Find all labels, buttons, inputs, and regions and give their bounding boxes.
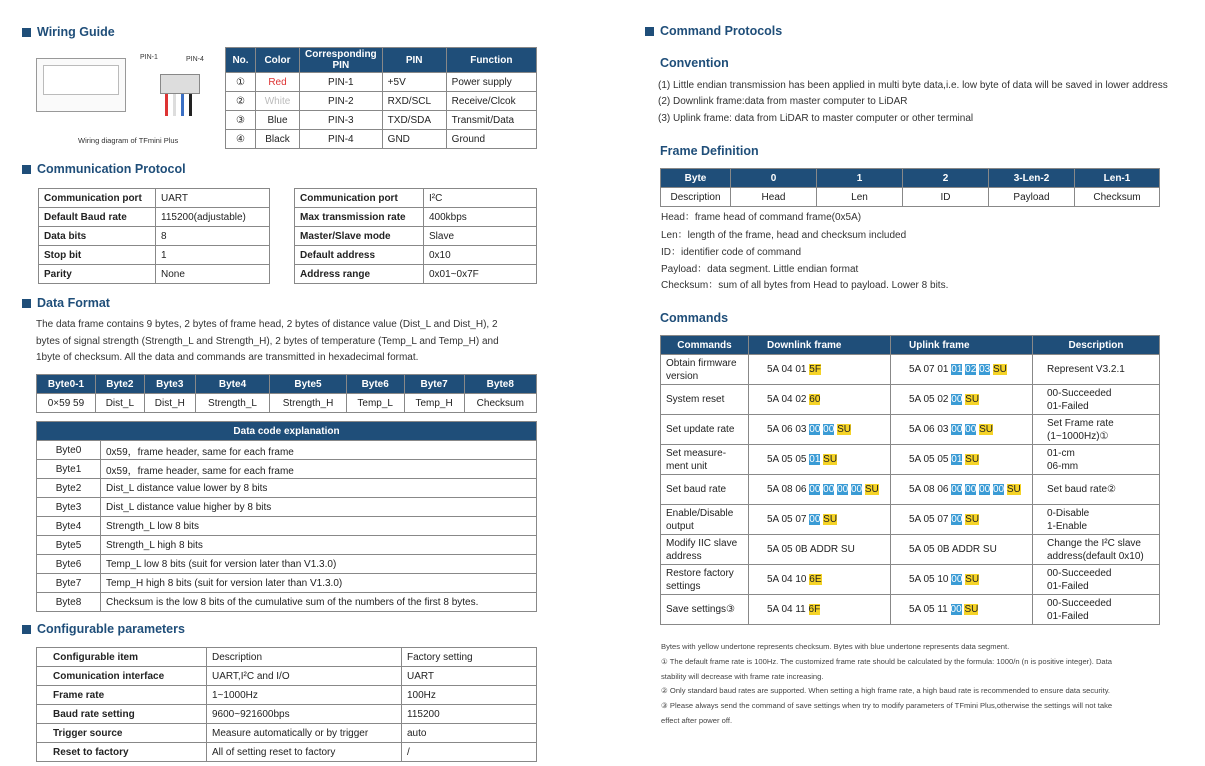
data-byte: 00 (965, 484, 977, 495)
cell: Baud rate setting (37, 705, 207, 724)
cell: +5V (382, 73, 446, 92)
frame-bytes: 5A 05 0B ADDR SU (909, 544, 997, 555)
footnote: ③ Please always send the command of save settings when try to modify parameters of TFmini Plus,otherwise the settings will not take (661, 701, 1113, 710)
cell: GND (382, 130, 446, 149)
pin1-label: PIN-1 (140, 54, 158, 61)
data-byte: 00 (809, 514, 821, 525)
section-bullet-icon (22, 165, 31, 174)
cell: Byte0 (37, 441, 101, 460)
cell (1033, 355, 1160, 385)
cell (891, 445, 1033, 475)
cell: Byte6 (37, 555, 101, 574)
cell: RXD/SCL (382, 92, 446, 111)
cell: Default Baud rate (39, 208, 156, 227)
cell (891, 595, 1033, 625)
cell (749, 355, 891, 385)
frame-bytes: 5A 04 11 (767, 604, 809, 615)
wire-red (165, 94, 168, 116)
cell (661, 475, 749, 505)
data-byte: 00 (809, 424, 821, 435)
table-header: Data code explanation (37, 422, 537, 441)
cell (891, 385, 1033, 415)
cell: Communication port (39, 189, 156, 208)
section-bullet-icon (645, 27, 654, 36)
cell (749, 595, 891, 625)
cell: Blue (256, 111, 300, 130)
cell-line: Represent V3.2.1 (1047, 364, 1125, 375)
table-row (661, 505, 1160, 535)
data-byte: 01 (951, 454, 963, 465)
data-byte: 00 (979, 484, 991, 495)
cell (1033, 475, 1160, 505)
frame-bytes: 5A 05 02 (909, 394, 952, 405)
checksum-byte: SU (823, 454, 838, 465)
table-header: Byte5 (270, 375, 347, 394)
cell: 100Hz (402, 686, 537, 705)
checksum-byte: SU (965, 394, 980, 405)
cell: 0x59，frame header, same for each frame (101, 460, 537, 479)
cell: Trigger source (37, 724, 207, 743)
data-byte: 00 (992, 484, 1005, 495)
cell: PIN-3 (300, 111, 383, 130)
cell: Power supply (446, 73, 536, 92)
cell: White (256, 92, 300, 111)
cell-line: 01-Failed (1047, 580, 1089, 592)
cell: Slave (424, 227, 537, 246)
table-header: Len-1 (1075, 169, 1160, 188)
cell (891, 355, 1033, 385)
cell: PIN-2 (300, 92, 383, 111)
cell: UART (156, 189, 270, 208)
cell: 400kbps (424, 208, 537, 227)
cell (1033, 505, 1160, 535)
table-row (661, 385, 1160, 415)
cell-line: Set update rate (666, 424, 735, 435)
cell-line: address (666, 550, 702, 562)
cell (749, 565, 891, 595)
cell-line: 0-Disable (1047, 507, 1090, 519)
cell (749, 445, 891, 475)
cell: Temp_L (346, 394, 404, 413)
frame-bytes: 5A 04 10 (767, 574, 810, 585)
cell: Communication port (295, 189, 424, 208)
data-byte: 00 (951, 574, 963, 585)
cell-line: 00-Succeeded (1047, 567, 1112, 579)
config-table (36, 647, 537, 762)
cell-line: Set measure- (666, 447, 727, 459)
cell: ② (226, 92, 256, 111)
cell-line: settings (666, 580, 701, 592)
cell: Head (731, 188, 817, 207)
frame-note: Len：length of the frame, head and checksum included (661, 230, 907, 241)
cell: UART,I²C and I/O (207, 667, 402, 686)
table-header: 0 (731, 169, 817, 188)
uart-table (38, 188, 270, 284)
checksum-byte: SU (992, 364, 1007, 375)
table-header: PIN (382, 48, 446, 73)
frame-bytes: 5A 05 0B ADDR SU (767, 544, 855, 555)
cell: Measure automatically or by trigger (207, 724, 402, 743)
cell: Frame rate (37, 686, 207, 705)
cell: Byte8 (37, 593, 101, 612)
cell: Receive/Clcok (446, 92, 536, 111)
frame-bytes: 5A 08 06 (767, 484, 810, 495)
data-byte: 00 (951, 514, 963, 525)
data-byte: 00 (950, 604, 962, 615)
cell: 1 (156, 246, 270, 265)
data-byte: 00 (951, 484, 963, 495)
section-bullet-icon (22, 299, 31, 308)
cell: Max transmission rate (295, 208, 424, 227)
i2c-table (294, 188, 537, 284)
cell: ③ (226, 111, 256, 130)
cell: Temp_L low 8 bits (suit for version later than V1.3.0) (101, 555, 537, 574)
cell: / (402, 743, 537, 762)
checksum-byte: 5F (809, 364, 821, 375)
sensor-diagram (36, 58, 126, 112)
table-header: No. (226, 48, 256, 73)
cell-line: 01-Failed (1047, 610, 1089, 622)
checksum-byte: 6F (808, 604, 821, 615)
checksum-byte: SU (979, 424, 993, 435)
cell (1033, 565, 1160, 595)
cell (749, 535, 891, 565)
footnote: ① The default frame rate is 100Hz. The customized frame rate should be calculated by the formula: 1000/n (n is positive integer). Data (661, 657, 1112, 666)
cell: Strength_L low 8 bits (101, 517, 537, 536)
table-row (661, 445, 1160, 475)
table-header: Commands (661, 336, 749, 355)
cell (891, 505, 1033, 535)
table-row (661, 355, 1160, 385)
frame-table (660, 168, 1160, 207)
cell: Byte5 (37, 536, 101, 555)
cell: Transmit/Data (446, 111, 536, 130)
table-header: Corresponding PIN (300, 48, 383, 73)
checksum-byte: SU (964, 604, 979, 615)
cell-line: Save settings③ (666, 604, 735, 615)
comm-protocol-heading: Communication Protocol (22, 162, 186, 176)
data-byte: 00 (951, 424, 963, 435)
table-header: Byte6 (346, 375, 404, 394)
cell-line: address(default 0x10) (1047, 550, 1144, 562)
wire-white (173, 94, 176, 116)
cell: I²C (424, 189, 537, 208)
cell-line: 06-mm (1047, 460, 1079, 472)
frame-note: ID：identifier code of command (661, 247, 802, 258)
cell: Black (256, 130, 300, 149)
cell (749, 505, 891, 535)
footnote: effect after power off. (661, 716, 733, 725)
cell: 1~1000Hz (207, 686, 402, 705)
table-header: Byte (661, 169, 731, 188)
pin4-label: PIN-4 (186, 56, 204, 63)
cell-line: (1~1000Hz)① (1047, 430, 1109, 442)
cell-line: Obtain firmware (666, 357, 737, 369)
cell (1033, 445, 1160, 475)
frame-bytes: 5A 05 11 (909, 604, 951, 615)
cell (891, 475, 1033, 505)
convention-heading: Convention (660, 56, 729, 70)
section-bullet-icon (22, 28, 31, 37)
data-byte: 00 (823, 424, 835, 435)
cell: auto (402, 724, 537, 743)
wiring-table (225, 47, 537, 149)
frame-note: Checksum：sum of all bytes from Head to payload. Lower 8 bits. (661, 280, 949, 291)
cell: ① (226, 73, 256, 92)
wiring-guide-heading: Wiring Guide (22, 25, 115, 39)
cell-line: Set Frame rate (1047, 417, 1114, 429)
table-header: 3-Len-2 (989, 169, 1075, 188)
cell: 0x10 (424, 246, 537, 265)
cell: 0x59，frame header, same for each frame (101, 441, 537, 460)
checksum-byte: SU (1006, 484, 1021, 495)
frame-bytes: 5A 05 07 (909, 514, 952, 525)
cell (1033, 415, 1160, 445)
cell: Default address (295, 246, 424, 265)
cell: Description (207, 648, 402, 667)
cell: Red (256, 73, 300, 92)
table-header: Byte0-1 (37, 375, 96, 394)
cell-line: Restore factory (666, 567, 734, 579)
cell: Data bits (39, 227, 156, 246)
cell: 8 (156, 227, 270, 246)
cell: PIN-4 (300, 130, 383, 149)
frame-bytes: 5A 06 03 (909, 424, 952, 435)
cell: Len (817, 188, 903, 207)
frame-bytes: 5A 04 01 (767, 364, 810, 375)
frame-definition-heading: Frame Definition (660, 144, 759, 158)
cell-line: 01-Failed (1047, 400, 1089, 412)
convention-line: (1) Little endian transmission has been applied in multi byte data,i.e. low byte of data will be saved in lower address (658, 80, 1168, 91)
cell (661, 595, 749, 625)
cell: Configurable item (37, 648, 207, 667)
data-format-heading: Data Format (22, 296, 110, 310)
frame-bytes: 5A 05 10 (909, 574, 952, 585)
section-bullet-icon (22, 625, 31, 634)
table-header: Uplink frame (891, 336, 1033, 355)
cell: All of setting reset to factory (207, 743, 402, 762)
cell: Byte7 (37, 574, 101, 593)
table-header: Byte7 (404, 375, 464, 394)
cell: Byte1 (37, 460, 101, 479)
checksum-byte: SU (965, 454, 980, 465)
data-format-line: The data frame contains 9 bytes, 2 bytes of frame head, 2 bytes of distance value (Dist_L and Dist_H), 2 (36, 319, 498, 330)
config-heading: Configurable parameters (22, 622, 185, 636)
cell-line: 00-Succeeded (1047, 597, 1112, 609)
cell: Byte4 (37, 517, 101, 536)
table-header: Byte2 (95, 375, 144, 394)
footnote: stability will decrease with frame rate increasing. (661, 672, 824, 681)
table-header: Byte8 (464, 375, 536, 394)
frame-bytes: 5A 05 05 (909, 454, 952, 465)
cell-line: 1-Enable (1047, 520, 1088, 532)
cell: UART (402, 667, 537, 686)
byte-table (36, 374, 537, 413)
cell: Strength_L (195, 394, 269, 413)
cell: Checksum (464, 394, 536, 413)
cell: Comunication interface (37, 667, 207, 686)
cell: Strength_L high 8 bits (101, 536, 537, 555)
cell-line: Enable/Disable (666, 507, 734, 519)
checksum-byte: SU (864, 484, 879, 495)
footnote: Bytes with yellow undertone represents checksum. Bytes with blue undertone represents data segment. (661, 642, 1010, 651)
cell: None (156, 265, 270, 284)
cell: ID (903, 188, 989, 207)
cell: 0×59 59 (37, 394, 96, 413)
cell-line: output (666, 520, 694, 532)
cell-line: Change the I²C slave (1047, 537, 1141, 549)
checksum-byte: SU (965, 514, 980, 525)
cell: Temp_H (404, 394, 464, 413)
commands-table (660, 335, 1160, 625)
cell (661, 445, 749, 475)
cell (661, 355, 749, 385)
cell: Strength_H (270, 394, 347, 413)
cell-line: 00-Succeeded (1047, 387, 1112, 399)
cell: Ground (446, 130, 536, 149)
data-format-line: 1byte of checksum. All the data and commands are transmitted in hexadecimal format. (36, 352, 419, 363)
table-row (661, 535, 1160, 565)
cell (891, 535, 1033, 565)
frame-bytes: 5A 07 01 (909, 364, 952, 375)
checksum-byte: 60 (809, 394, 821, 405)
cell: Factory setting (402, 648, 537, 667)
frame-bytes: 5A 06 03 (767, 424, 810, 435)
data-format-line: bytes of signal strength (Strength_L and Strength_H), 2 bytes of temperature (Temp_L and Temp_H) and (36, 336, 499, 347)
cell-line: ment unit (666, 460, 708, 472)
cell-line: Set baud rate (666, 484, 727, 495)
data-byte: 03 (979, 364, 991, 375)
cell: 115200 (402, 705, 537, 724)
footnote: ② Only standard baud rates are supported. When setting a high frame rate, a high baud rate is recommended to ensure data security. (661, 686, 1111, 695)
table-header: 2 (903, 169, 989, 188)
cell: 115200(adjustable) (156, 208, 270, 227)
frame-note: Head：frame head of command frame(0x5A) (661, 212, 862, 223)
data-byte: 00 (823, 484, 835, 495)
frame-bytes: 5A 05 05 (767, 454, 810, 465)
frame-bytes: 5A 08 06 (909, 484, 952, 495)
cell-line: Modify IIC slave (666, 537, 738, 549)
cell: Temp_H high 8 bits (suit for version later than V1.3.0) (101, 574, 537, 593)
frame-bytes: 5A 05 07 (767, 514, 810, 525)
cell: ④ (226, 130, 256, 149)
cell (891, 565, 1033, 595)
data-byte: 00 (837, 484, 849, 495)
convention-line: (3) Uplink frame: data from LiDAR to master computer or other terminal (658, 113, 974, 124)
table-row (661, 565, 1160, 595)
data-byte: 00 (965, 424, 977, 435)
cell (749, 385, 891, 415)
checksum-byte: SU (965, 574, 980, 585)
checksum-byte: SU (823, 514, 838, 525)
commands-heading: Commands (660, 311, 729, 325)
convention-line: (2) Downlink frame:data from master computer to LiDAR (658, 96, 908, 107)
cell (749, 415, 891, 445)
cell: 0x01~0x7F (424, 265, 537, 284)
cell: PIN-1 (300, 73, 383, 92)
cell-line: System reset (666, 394, 725, 405)
cell: Byte3 (37, 498, 101, 517)
cell: Address range (295, 265, 424, 284)
frame-note: Payload：data segment. Little endian format (661, 264, 859, 275)
cell: 9600~921600bps (207, 705, 402, 724)
table-header: Byte4 (195, 375, 269, 394)
cell: Dist_L distance value lower by 8 bits (101, 479, 537, 498)
table-row (661, 475, 1160, 505)
data-code-table (36, 421, 537, 612)
checksum-byte: 6E (809, 574, 822, 585)
table-header: Color (256, 48, 300, 73)
table-header: Byte3 (144, 375, 195, 394)
cell: Dist_L (95, 394, 144, 413)
cell (661, 415, 749, 445)
cell: TXD/SDA (382, 111, 446, 130)
frame-bytes: 5A 04 02 (767, 394, 810, 405)
cell: Byte2 (37, 479, 101, 498)
cell (661, 505, 749, 535)
cell: Description (661, 188, 731, 207)
table-header: Function (446, 48, 536, 73)
data-byte: 00 (951, 394, 963, 405)
wire-blue (181, 94, 184, 116)
cell (661, 565, 749, 595)
data-byte: 02 (965, 364, 977, 375)
table-row (661, 415, 1160, 445)
cell (891, 415, 1033, 445)
wire-black (189, 94, 192, 116)
data-byte: 00 (809, 484, 821, 495)
data-byte: 01 (809, 454, 821, 465)
cell: Reset to factory (37, 743, 207, 762)
cell: Stop bit (39, 246, 156, 265)
cell (1033, 535, 1160, 565)
checksum-byte: SU (837, 424, 851, 435)
table-row (661, 595, 1160, 625)
table-header: 1 (817, 169, 903, 188)
cell (1033, 385, 1160, 415)
cell: Checksum is the low 8 bits of the cumulative sum of the numbers of the first 8 bytes. (101, 593, 537, 612)
cell (1033, 595, 1160, 625)
cell (661, 535, 749, 565)
cell-line: 01-cm (1047, 447, 1075, 459)
cell: Dist_L distance value higher by 8 bits (101, 498, 537, 517)
cell (749, 475, 891, 505)
data-byte: 01 (951, 364, 963, 375)
diagram-caption: Wiring diagram of TFmini Plus (78, 136, 179, 145)
table-header: Description (1033, 336, 1160, 355)
cell-line: Set baud rate② (1047, 484, 1117, 495)
cell: Checksum (1075, 188, 1160, 207)
table-header: Downlink frame (749, 336, 891, 355)
cell-line: version (666, 370, 699, 382)
cell: Dist_H (144, 394, 195, 413)
command-protocols-heading: Command Protocols (645, 24, 782, 38)
cell (661, 385, 749, 415)
cell: Parity (39, 265, 156, 284)
cell: Payload (989, 188, 1075, 207)
connector-icon (160, 74, 200, 94)
data-byte: 00 (850, 484, 863, 495)
cell: Master/Slave mode (295, 227, 424, 246)
